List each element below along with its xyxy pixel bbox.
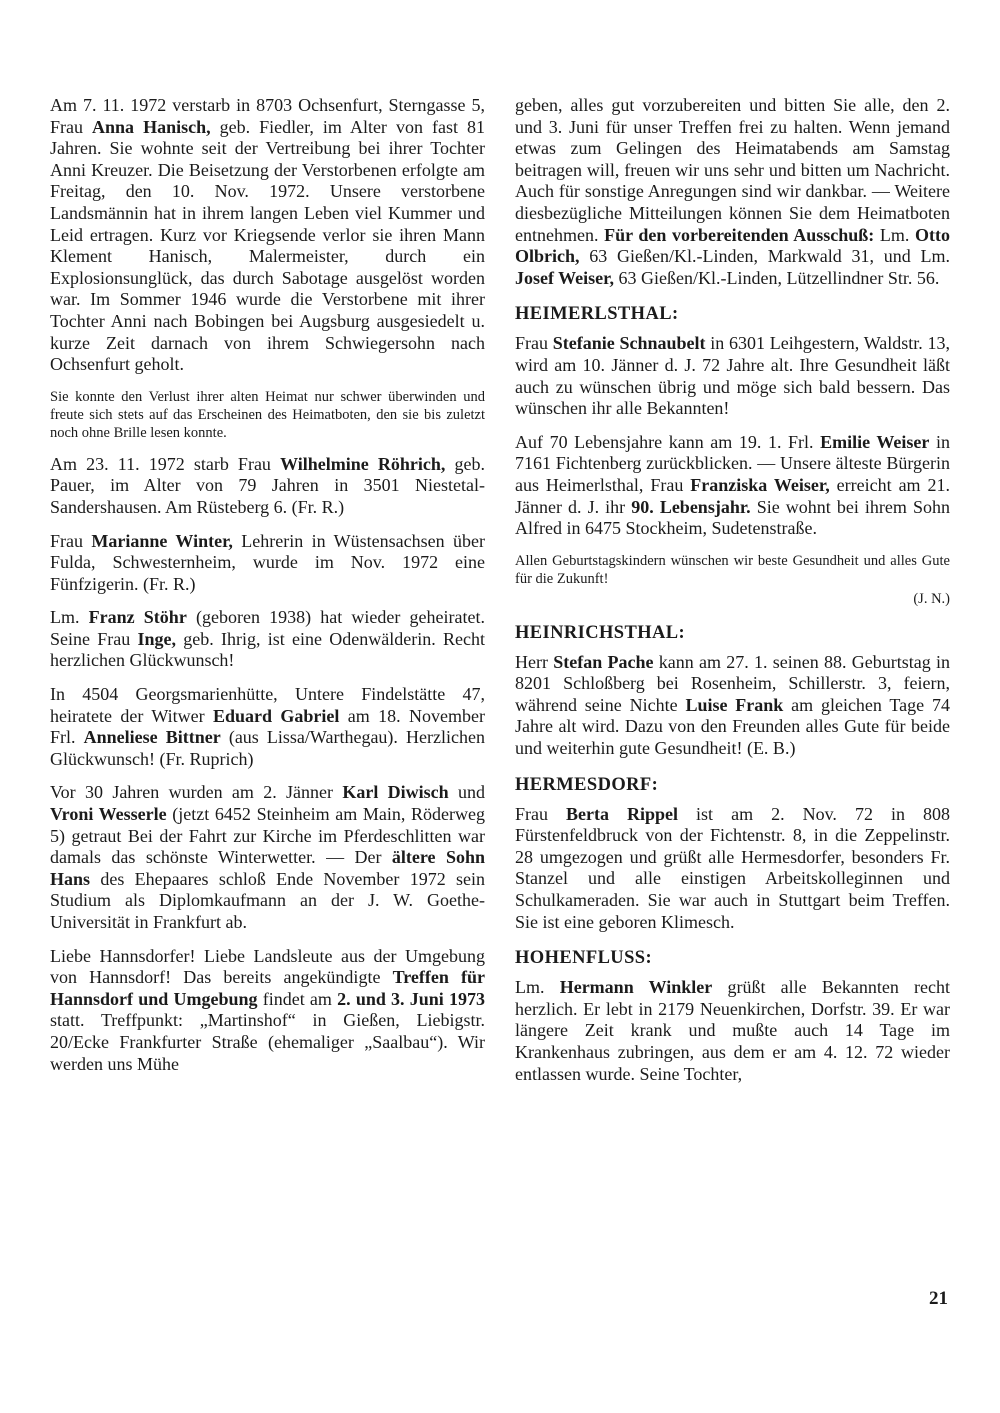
emphasized-text: Stefanie Schnaubelt [552,333,706,354]
body-text: erreicht am 21. Jänner d. J. ihr [515,474,950,517]
body-text: findet am [257,988,338,1009]
section-heading [515,622,950,644]
body-text: (jetzt 6452 Steinheim am Main, Röderweg 5) getraut Bei der Fahrt zur Kirche im Pferdeschlitten war damals das schönste Winterwetter. — Der [50,804,485,868]
emphasized-text: Emilie Weiser [820,431,930,452]
body-text: 63 Gießen/Kl.-Linden, Lützellindner Str. 56. [614,267,940,288]
body-text: In 4504 Georgsmarienhütte, Untere Findelstätte 47, heiratete der Witwer [50,684,485,726]
right-column [515,95,950,1097]
emphasized-text: Marianne Winter, [91,530,233,551]
body-text: statt. Treffpunkt: „Martinshof“ in Gießen, Liebigstr. 20/Ecke Frankfurter Straße (ehemaliger „Saalbau“). Wir werden uns Mühe [50,1010,485,1074]
emphasized-text: Inge, [137,628,177,649]
section-heading [515,303,950,325]
body-text: kann am 27. 1. seinen 88. Geburtstag in 8201 Schloßberg bei Rosenheim, Schillerstr. 3, feiern, während seine Nichte [515,651,950,715]
body-text: Herr [515,651,554,672]
editorial-note [515,552,950,588]
paragraph [50,946,485,1076]
emphasized-text: Wilhelmine Röhrich, [280,453,446,474]
body-text: Sie wohnt bei ihrem Sohn Alfred in 6475 Stockheim, Sudetenstraße. [515,496,950,539]
body-text: Am 7. 11. 1972 verstarb in 8703 Ochsenfurt, Sterngasse 5, Frau [50,95,485,137]
body-text: Frau [515,803,567,824]
body-text: geb. Pauer, im Alter von 79 Jahren in 3501 Niestetal-Sandershausen. Am Rüsteberg 6. (Fr. R.) [50,453,485,517]
paragraph [515,977,950,1085]
body-text: Liebe Hannsdorfer! Liebe Landsleute aus der Umgebung von Hannsdorf! Das bereits angekündigte [50,945,485,988]
emphasized-text: Hermann Winkler [559,977,713,998]
paragraph [50,95,485,376]
body-text: Lm. [515,977,560,998]
body-text: Allen Geburtstagskindern wünschen wir beste Gesundheit und alles Gute für die Zukunft! [515,552,950,587]
emphasized-text: Anna Hanisch, [92,116,211,137]
editorial-note [50,388,485,442]
paragraph [515,804,950,934]
body-text: (geboren 1938) hat wieder geheiratet. Seine Frau [50,607,485,649]
body-text: (aus Lissa/Warthegau). Herzlichen Glückwunsch! (Fr. Ruprich) [50,727,485,769]
body-text: Vor 30 Jahren wurden am 2. Jänner [50,782,343,803]
emphasized-text: Anneliese Bittner [83,727,221,748]
body-text: (J. N.) [913,590,950,607]
initials-signature [515,590,950,608]
body-text: Lehrerin in Wüstensachsen über Fulda, Schwesternheim, wurde im Nov. 1972 eine Fünfzigerin. (Fr. R.) [50,530,485,594]
body-text: am 18. November Frl. [50,705,485,748]
body-text: Auf 70 Lebensjahre kann am 19. 1. Frl. [515,431,821,452]
paragraph [515,652,950,760]
paragraph [50,782,485,933]
text-columns [50,95,950,1097]
emphasized-text: Für den vorbereitenden Ausschuß: [604,224,875,245]
body-text: ist am 2. Nov. 72 in 808 Fürstenfeldbruck von der Fichtenstr. 8, in die Zeppelinstr. 28 umgezogen und grüßt alle Hermesdorfer, besonders Fr. Stanzel und alle einstigen Arbeitskolleginnen und Schulkameraden. Sie war auch in Stuttgart beim Treffen. Sie ist eine geboren Klimesch. [515,803,950,932]
body-text: Lm. [50,607,89,628]
emphasized-text: HERMESDORF: [515,774,659,795]
emphasized-text: Treffen für Hannsdorf und Umgebung [50,967,485,1009]
body-text: Frau [50,530,92,551]
emphasized-text: Berta Rippel [566,803,679,824]
emphasized-text: ältere Sohn Hans [50,847,485,889]
body-text: 63 Gießen/Kl.-Linden, Markwald 31, und Lm. [579,246,950,267]
paragraph [515,333,950,419]
body-text: des Ehepaares schloß Ende November 1972 sein Studium als Diplomkaufmann an der J. W. Goethe-Universität in Frankfurt ab. [50,868,485,932]
body-text: in 7161 Fichtenberg zurückblicken. — Unsere älteste Bürgerin aus Heimerlsthal, Frau [515,431,950,495]
body-text: und [448,782,486,803]
emphasized-text: Eduard Gabriel [213,705,340,726]
body-text: Am 23. 11. 1972 starb Frau [50,453,281,474]
body-text: am gleichen Tage 74 Jahre alt wird. Dazu von den Freunden alles Gute für beide und weiterhin gute Gesundheit! (E. B.) [515,694,950,759]
paragraph [50,684,485,770]
emphasized-text: HEIMERLSTHAL: [515,304,679,325]
paragraph [50,531,485,596]
section-heading [515,947,950,969]
page-number: 21 [929,1288,948,1309]
emphasized-text: HOHENFLUSS: [515,948,653,969]
body-text: geben, alles gut vorzubereiten und bitten Sie alle, den 2. und 3. Juni für unser Treffen frei zu halten. Wenn jemand etwas zum Gelingen des Heimatabends am Samstag beitragen will, freuen wir uns sehr und bitten um Nachricht. Auch für sonstige Anregungen sind wir dankbar. — Weitere diesbezügliche Mitteilungen können Sie dem Heimatboten entnehmen. [515,95,950,245]
paragraph [50,454,485,519]
body-text: Frau [515,333,553,354]
emphasized-text: Vroni Wesserle [50,804,167,825]
emphasized-text: Luise Frank [685,694,784,715]
emphasized-text: Otto Olbrich, [515,224,950,267]
emphasized-text: Josef Weiser, [515,267,614,288]
emphasized-text: 90. Lebensjahr. [631,496,751,517]
body-text: grüßt alle Bekannten recht herzlich. Er lebt in 2179 Neuenkirchen, Dorfstr. 39. Er war längere Zeit krank und mußte auch 14 Tage im Krankenhaus zubringen, aus dem er am 4. 12. 72 wieder entlassen wurde. Seine Tochter, [515,977,950,1084]
paragraph [515,432,950,540]
body-text: geb. Fiedler, im Alter von fast 81 Jahren. Sie wohnte seit der Vertreibung bei ihrer Tochter Anni Kreuzer. Die Beisetzung der Verstorbenen erfolgte am Freitag, den 10. Nov. 1972. Unsere verstorbene Landsmännin hat in ihrem langen Leben viel Kummer und Leid ertragen. Kurz vor Kriegsende verlor sie ihren Mann Klement Hanisch, Malermeister, durch ein Explosionsunglück, das durch Sabotage ausgelöst worden war. Im Sommer 1946 wurde die Verstorbene mit ihrer Tochter Anni nach Bobingen bei Augsburg ausgesiedelt u. kurze Zeit darnach von ihrem Schwiegersohn nach Ochsenfurt geholt. [50,116,485,375]
body-text: Sie konnte den Verlust ihrer alten Heimat nur schwer überwinden und freute sich stets auf das Erscheinen des Heimatboten, den sie bis zuletzt noch ohne Brille lesen konnte. [50,388,485,441]
emphasized-text: Karl Diwisch [342,782,449,803]
emphasized-text: Stefan Pache [553,651,654,672]
body-text: geb. Ihrig, ist eine Odenwälderin. Recht herzlichen Glückwunsch! [50,628,486,671]
emphasized-text: HEINRICHSTHAL: [515,622,686,643]
body-text: in 6301 Leihgestern, Waldstr. 13, wird am 10. Jänner d. J. 72 Jahre alt. Ihre Gesundheit läßt auch zu wünschen übrig und möge sich bald bessern. Das wünschen ihr alle Bekannten! [515,333,950,419]
emphasized-text: Franz Stöhr [88,607,187,628]
body-text: Lm. [874,224,915,245]
paragraph [50,607,485,672]
paragraph [515,95,950,289]
emphasized-text: 2. und 3. Juni 1973 [337,988,485,1009]
emphasized-text: Franziska Weiser, [690,474,830,495]
left-column [50,95,485,1097]
section-heading [515,774,950,796]
